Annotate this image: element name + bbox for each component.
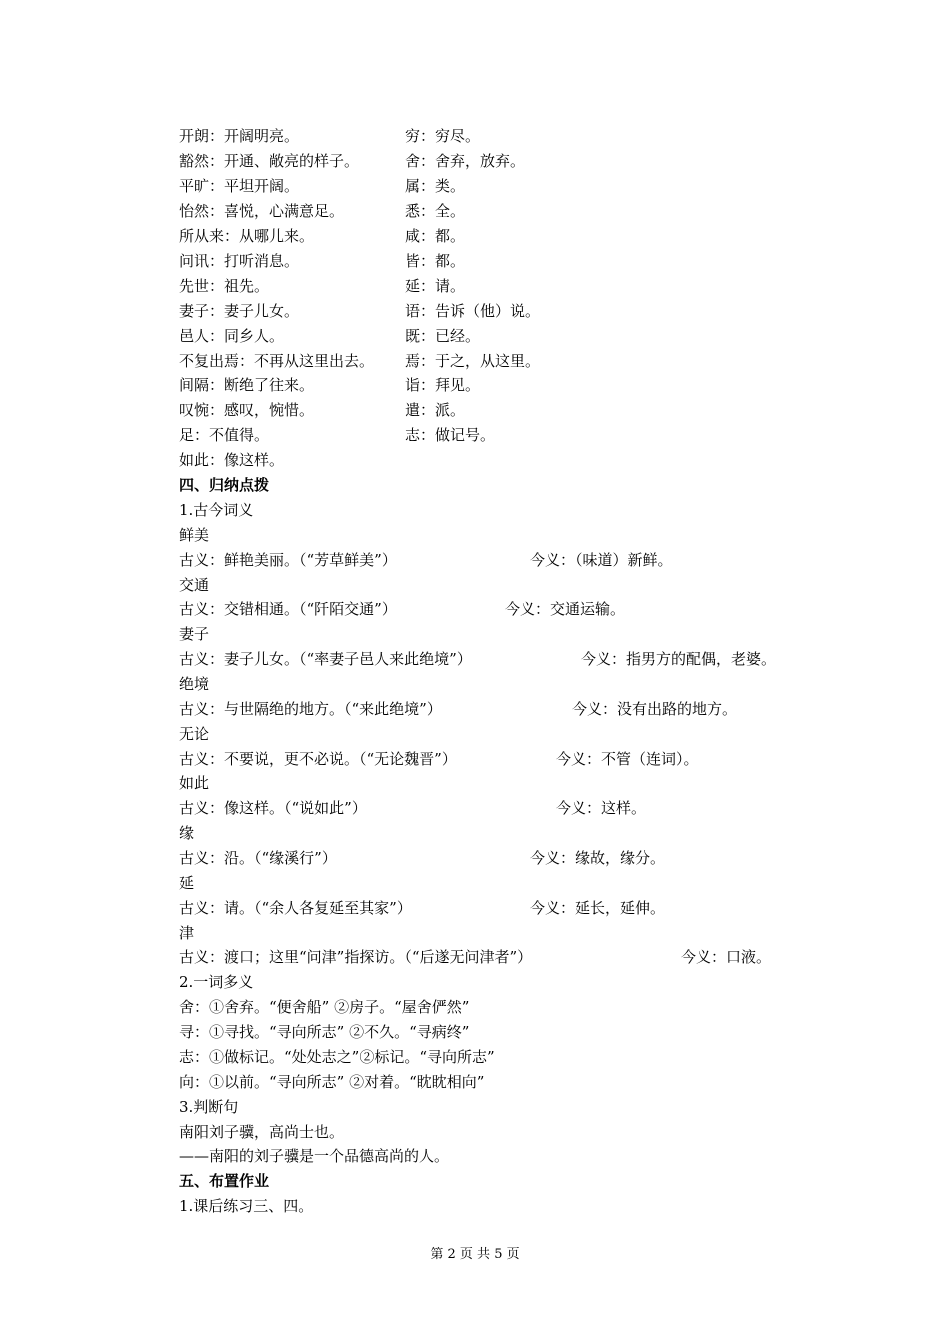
gu-meaning-4: 古义：不要说，更不必说。（“无论魏晋”） <box>179 750 457 768</box>
jin-meaning-2: 今义：指男方的配偶，老婆。 <box>581 650 777 668</box>
vocab-right-2: 属：类。 <box>405 177 466 195</box>
jin-meaning-8: 今义：口液。 <box>681 948 772 966</box>
vocab-left-4: 所从来：从哪儿来。 <box>179 227 315 245</box>
vocab-right-9: 焉：于之，从这里。 <box>405 352 541 370</box>
vocab-right-5: 皆：都。 <box>405 252 466 270</box>
word-5: 如此 <box>179 774 210 792</box>
vocab-right-6: 延：请。 <box>405 277 466 295</box>
gu-meaning-8: 古义：渡口；这里“问津”指探访。（“后遂无问津者”） <box>179 948 533 966</box>
gu-meaning-1: 古义：交错相通。（“阡陌交通”） <box>179 600 397 618</box>
gu-meaning-2: 古义：妻子儿女。（“率妻子邑人来此绝境”） <box>179 650 472 668</box>
page-footer: 第 2 页 共 5 页 <box>430 1247 520 1262</box>
word-6: 缘 <box>179 824 195 842</box>
polysemy-1: 寻：①寻找。“寻向所志” ②不久。“寻病终” <box>179 1023 470 1041</box>
vocab-left-9: 不复出焉：不再从这里出去。 <box>179 352 375 370</box>
vocab-right-8: 既：已经。 <box>405 327 481 345</box>
vocab-left-0: 开朗：开阔明亮。 <box>179 127 300 145</box>
vocab-right-10: 诣：拜见。 <box>405 376 481 394</box>
gu-meaning-5: 古义：像这样。（“说如此”） <box>179 799 367 817</box>
vocab-left-12: 足：不值得。 <box>179 426 270 444</box>
vocab-left-13: 如此：像这样。 <box>179 451 285 469</box>
vocab-right-1: 舍：舍弃，放弃。 <box>405 152 526 170</box>
jin-meaning-4: 今义：不管（连词）。 <box>556 750 699 768</box>
gu-meaning-7: 古义：请。（“余人各复延至其家”） <box>179 899 412 917</box>
section4-heading: 四、归纳点拨 <box>179 476 270 494</box>
word-2: 妻子 <box>179 625 210 643</box>
section5-heading: 五、布置作业 <box>179 1172 270 1190</box>
jin-meaning-6: 今义：缘故，缘分。 <box>530 849 666 867</box>
section4-sub3: 3.判断句 <box>179 1098 239 1116</box>
vocab-right-7: 语：告诉（他）说。 <box>405 302 541 320</box>
judgment-translation: ——南阳的刘子骥是一个品德高尚的人。 <box>179 1147 450 1165</box>
vocab-left-11: 叹惋：感叹，惋惜。 <box>179 401 315 419</box>
word-3: 绝境 <box>179 675 210 693</box>
section4-sub2: 2.一词多义 <box>179 973 254 991</box>
vocab-right-4: 咸：都。 <box>405 227 466 245</box>
jin-meaning-7: 今义：延长，延伸。 <box>530 899 666 917</box>
vocab-right-0: 穷：穷尽。 <box>405 127 481 145</box>
jin-meaning-1: 今义：交通运输。 <box>505 600 626 618</box>
vocab-left-8: 邑人：同乡人。 <box>179 327 285 345</box>
word-0: 鲜美 <box>179 526 210 544</box>
gu-meaning-3: 古义：与世隔绝的地方。（“来此绝境”） <box>179 700 442 718</box>
vocab-left-7: 妻子：妻子儿女。 <box>179 302 300 320</box>
word-1: 交通 <box>179 576 210 594</box>
homework-item-1: 1.课后练习三、四。 <box>179 1197 314 1215</box>
polysemy-3: 向：①以前。“寻向所志” ②对着。“眈眈相向” <box>179 1073 485 1091</box>
section4-sub1: 1.古今词义 <box>179 501 254 519</box>
vocab-left-3: 怡然：喜悦，心满意足。 <box>179 202 345 220</box>
jin-meaning-0: 今义：（味道）新鲜。 <box>530 551 673 569</box>
vocab-right-3: 悉：全。 <box>405 202 466 220</box>
word-4: 无论 <box>179 725 210 743</box>
polysemy-0: 舍：①舍弃。“便舍船” ②房子。“屋舍俨然” <box>179 998 470 1016</box>
vocab-right-12: 志：做记号。 <box>405 426 496 444</box>
vocab-left-5: 问讯：打听消息。 <box>179 252 300 270</box>
vocab-left-10: 间隔：断绝了往来。 <box>179 376 315 394</box>
vocab-right-11: 遣：派。 <box>405 401 466 419</box>
judgment-sentence: 南阳刘子骥，高尚士也。 <box>179 1123 345 1141</box>
gu-meaning-6: 古义：沿。（“缘溪行”） <box>179 849 337 867</box>
jin-meaning-3: 今义：没有出路的地方。 <box>572 700 738 718</box>
jin-meaning-5: 今义：这样。 <box>556 799 647 817</box>
word-7: 延 <box>179 874 195 892</box>
vocab-left-2: 平旷：平坦开阔。 <box>179 177 300 195</box>
polysemy-2: 志：①做标记。“处处志之”②标记。“寻向所志” <box>179 1048 495 1066</box>
vocab-left-1: 豁然：开通、敞亮的样子。 <box>179 152 360 170</box>
vocab-left-6: 先世：祖先。 <box>179 277 270 295</box>
word-8: 津 <box>179 924 195 942</box>
gu-meaning-0: 古义：鲜艳美丽。（“芳草鲜美”） <box>179 551 397 569</box>
